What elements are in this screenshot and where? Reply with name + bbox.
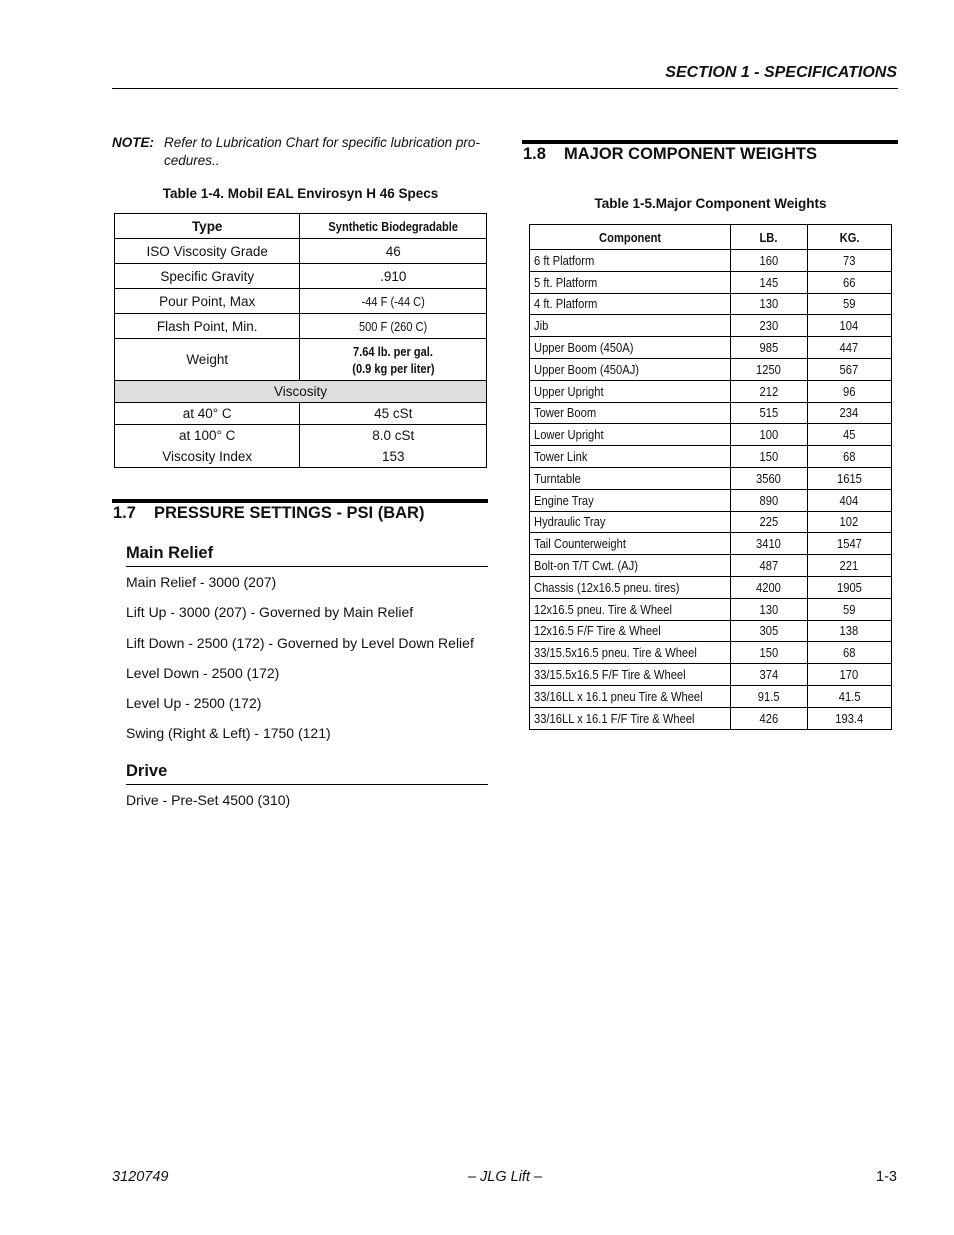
table-row xyxy=(530,598,892,620)
weight-kg: 59 xyxy=(807,598,891,620)
weight-kg: 104 xyxy=(807,315,891,337)
weights-head-kg: KG. xyxy=(807,225,891,250)
table-row xyxy=(530,358,892,380)
weight-lb: 160 xyxy=(731,250,807,272)
weight-kg: 138 xyxy=(807,620,891,642)
table-row xyxy=(530,533,892,555)
section-1-8-bar xyxy=(522,140,898,144)
weight-lb: 4200 xyxy=(731,576,807,598)
weight-lb: 225 xyxy=(731,511,807,533)
component-name: Tower Link xyxy=(530,446,731,468)
note-label: NOTE: xyxy=(112,135,154,150)
table-row xyxy=(530,555,892,577)
component-name: 33/15.5x16.5 F/F Tire & Wheel xyxy=(530,664,731,686)
weight-kg: 221 xyxy=(807,555,891,577)
main-relief-rule xyxy=(126,566,488,567)
component-name: 6 ft Platform xyxy=(530,250,731,272)
table-row xyxy=(530,380,892,402)
spec-cell xyxy=(300,339,487,381)
component-name: Engine Tray xyxy=(530,489,731,511)
weight-kg: 68 xyxy=(807,446,891,468)
spec-cell: -44 F (-44 C) xyxy=(300,289,487,314)
section-1-7-bar xyxy=(112,499,488,503)
weight-lb: 3410 xyxy=(731,533,807,555)
component-name: 4 ft. Platform xyxy=(530,293,731,315)
weight-kg: 193.4 xyxy=(807,707,891,729)
drive-item: Drive - Pre-Set 4500 (310) xyxy=(126,792,291,808)
table-row xyxy=(530,576,892,598)
component-name: Lower Upright xyxy=(530,424,731,446)
weight-lb: 305 xyxy=(731,620,807,642)
spec-cell: Specific Gravity xyxy=(115,264,300,289)
weights-table xyxy=(529,224,892,730)
weight-kg: 68 xyxy=(807,642,891,664)
table-row xyxy=(530,337,892,359)
weight-lb: 3560 xyxy=(731,467,807,489)
component-name: 33/16LL x 16.1 pneu Tire & Wheel xyxy=(530,685,731,707)
viscosity-band: Viscosity xyxy=(115,381,487,403)
weight-kg: 41.5 xyxy=(807,685,891,707)
weight-lb: 890 xyxy=(731,489,807,511)
at100-value: 8.0 cSt xyxy=(372,428,415,443)
spec-cell: ISO Viscosity Grade xyxy=(115,239,300,264)
at100-label: at 100° C xyxy=(178,428,236,443)
component-name: Upper Upright xyxy=(530,380,731,402)
weights-head-component: Component xyxy=(530,225,731,250)
weight-lb: 130 xyxy=(731,598,807,620)
pressure-item: Level Up - 2500 (172) xyxy=(126,695,262,711)
weights-table-body xyxy=(530,250,892,730)
weight-kg: 170 xyxy=(807,664,891,686)
component-name: Hydraulic Tray xyxy=(530,511,731,533)
component-name: Jib xyxy=(530,315,731,337)
weight-kg: 1905 xyxy=(807,576,891,598)
main-relief-heading: Main Relief xyxy=(126,544,214,562)
table-row xyxy=(530,664,892,686)
spec-cell xyxy=(115,425,300,468)
viscosity-index-value: 153 xyxy=(381,449,405,464)
weight-line-1: 7.64 lb. per gal. xyxy=(353,343,434,359)
spec-cell: 46 xyxy=(300,239,487,264)
spec-cell: Pour Point, Max xyxy=(115,289,300,314)
weight-lb: 426 xyxy=(731,707,807,729)
weight-lb: 150 xyxy=(731,446,807,468)
component-name: 12x16.5 F/F Tire & Wheel xyxy=(530,620,731,642)
spec-cell: Weight xyxy=(115,339,300,381)
component-name: Upper Boom (450AJ) xyxy=(530,358,731,380)
section-1-8-title: MAJOR COMPONENT WEIGHTS xyxy=(564,145,818,163)
table-row xyxy=(530,467,892,489)
table-row xyxy=(530,707,892,729)
table-row xyxy=(530,293,892,315)
weight-lb: 150 xyxy=(731,642,807,664)
component-name: Chassis (12x16.5 pneu. tires) xyxy=(530,576,731,598)
weight-lb: 145 xyxy=(731,271,807,293)
weights-head-lb: LB. xyxy=(731,225,807,250)
component-name: Upper Boom (450A) xyxy=(530,337,731,359)
drive-heading: Drive xyxy=(126,762,168,780)
weight-lb: 487 xyxy=(731,555,807,577)
spec-cell: at 40° C xyxy=(115,403,300,425)
spec-cell xyxy=(300,425,487,468)
note xyxy=(112,134,492,170)
note-text: Refer to Lubrication Chart for specific lubrication pro-cedures.. xyxy=(164,135,480,168)
weight-lb: 100 xyxy=(731,424,807,446)
spec-table-caption: Table 1-4. Mobil EAL Envirosyn H 46 Specs xyxy=(162,186,439,201)
weight-kg: 1615 xyxy=(807,467,891,489)
weight-kg: 567 xyxy=(807,358,891,380)
section-1-7-heading xyxy=(113,504,424,523)
weight-kg: 73 xyxy=(807,250,891,272)
weight-kg: 66 xyxy=(807,271,891,293)
footer-doc-number: 3120749 xyxy=(112,1169,169,1185)
spec-cell: .910 xyxy=(300,264,487,289)
weight-lb: 212 xyxy=(731,380,807,402)
pressure-item: Lift Down - 2500 (172) - Governed by Level Down Relief xyxy=(126,635,474,651)
weight-lb: 985 xyxy=(731,337,807,359)
section-1-7-title: PRESSURE SETTINGS - PSI (BAR) xyxy=(154,504,425,522)
weight-lb: 1250 xyxy=(731,358,807,380)
weight-kg: 96 xyxy=(807,380,891,402)
table-row xyxy=(530,620,892,642)
viscosity-index-label: Viscosity Index xyxy=(162,449,253,464)
spec-table xyxy=(114,213,487,468)
table-row xyxy=(530,402,892,424)
spec-cell: 500 F (260 C) xyxy=(300,314,487,339)
table-row xyxy=(530,424,892,446)
weight-line-2: (0.9 kg per liter) xyxy=(352,360,435,376)
table-row xyxy=(530,315,892,337)
component-name: 33/15.5x16.5 pneu. Tire & Wheel xyxy=(530,642,731,664)
weight-kg: 102 xyxy=(807,511,891,533)
pressure-item: Lift Up - 3000 (207) - Governed by Main Relief xyxy=(126,604,414,620)
weight-kg: 447 xyxy=(807,337,891,359)
table-row xyxy=(530,511,892,533)
section-1-7-number: 1.7 xyxy=(113,504,136,522)
table-row xyxy=(530,250,892,272)
pressure-item: Level Down - 2500 (172) xyxy=(126,665,280,681)
table-row xyxy=(530,685,892,707)
weights-table-caption: Table 1-5.Major Component Weights xyxy=(594,196,827,211)
spec-head-value: Synthetic Biodegradable xyxy=(300,214,487,239)
spec-cell: Flash Point, Min. xyxy=(115,314,300,339)
pressure-item: Main Relief - 3000 (207) xyxy=(126,574,277,590)
component-name: Tail Counterweight xyxy=(530,533,731,555)
component-name: 12x16.5 pneu. Tire & Wheel xyxy=(530,598,731,620)
weight-kg: 1547 xyxy=(807,533,891,555)
component-name: 33/16LL x 16.1 F/F Tire & Wheel xyxy=(530,707,731,729)
weight-lb: 515 xyxy=(731,402,807,424)
table-row xyxy=(530,446,892,468)
spec-head-type: Type xyxy=(115,214,300,239)
spec-cell: 45 cSt xyxy=(300,403,487,425)
component-name: Tower Boom xyxy=(530,402,731,424)
section-1-8-heading xyxy=(523,145,817,164)
weight-lb: 230 xyxy=(731,315,807,337)
component-name: 5 ft. Platform xyxy=(530,271,731,293)
section-1-8-number: 1.8 xyxy=(523,145,546,163)
weight-kg: 59 xyxy=(807,293,891,315)
table-row xyxy=(530,489,892,511)
drive-rule xyxy=(126,784,488,785)
weight-lb: 91.5 xyxy=(731,685,807,707)
weight-lb: 374 xyxy=(731,664,807,686)
header-rule xyxy=(112,88,898,89)
section-title: SECTION 1 - SPECIFICATIONS xyxy=(665,64,897,81)
weight-kg: 45 xyxy=(807,424,891,446)
component-name: Turntable xyxy=(530,467,731,489)
component-name: Bolt-on T/T Cwt. (AJ) xyxy=(530,555,731,577)
pressure-item: Swing (Right & Left) - 1750 (121) xyxy=(126,725,331,741)
weight-kg: 404 xyxy=(807,489,891,511)
weight-lb: 130 xyxy=(731,293,807,315)
table-row xyxy=(530,642,892,664)
weight-kg: 234 xyxy=(807,402,891,424)
table-row xyxy=(530,271,892,293)
footer-page-number: 1-3 xyxy=(876,1169,897,1185)
footer-center: – JLG Lift – xyxy=(467,1169,543,1185)
